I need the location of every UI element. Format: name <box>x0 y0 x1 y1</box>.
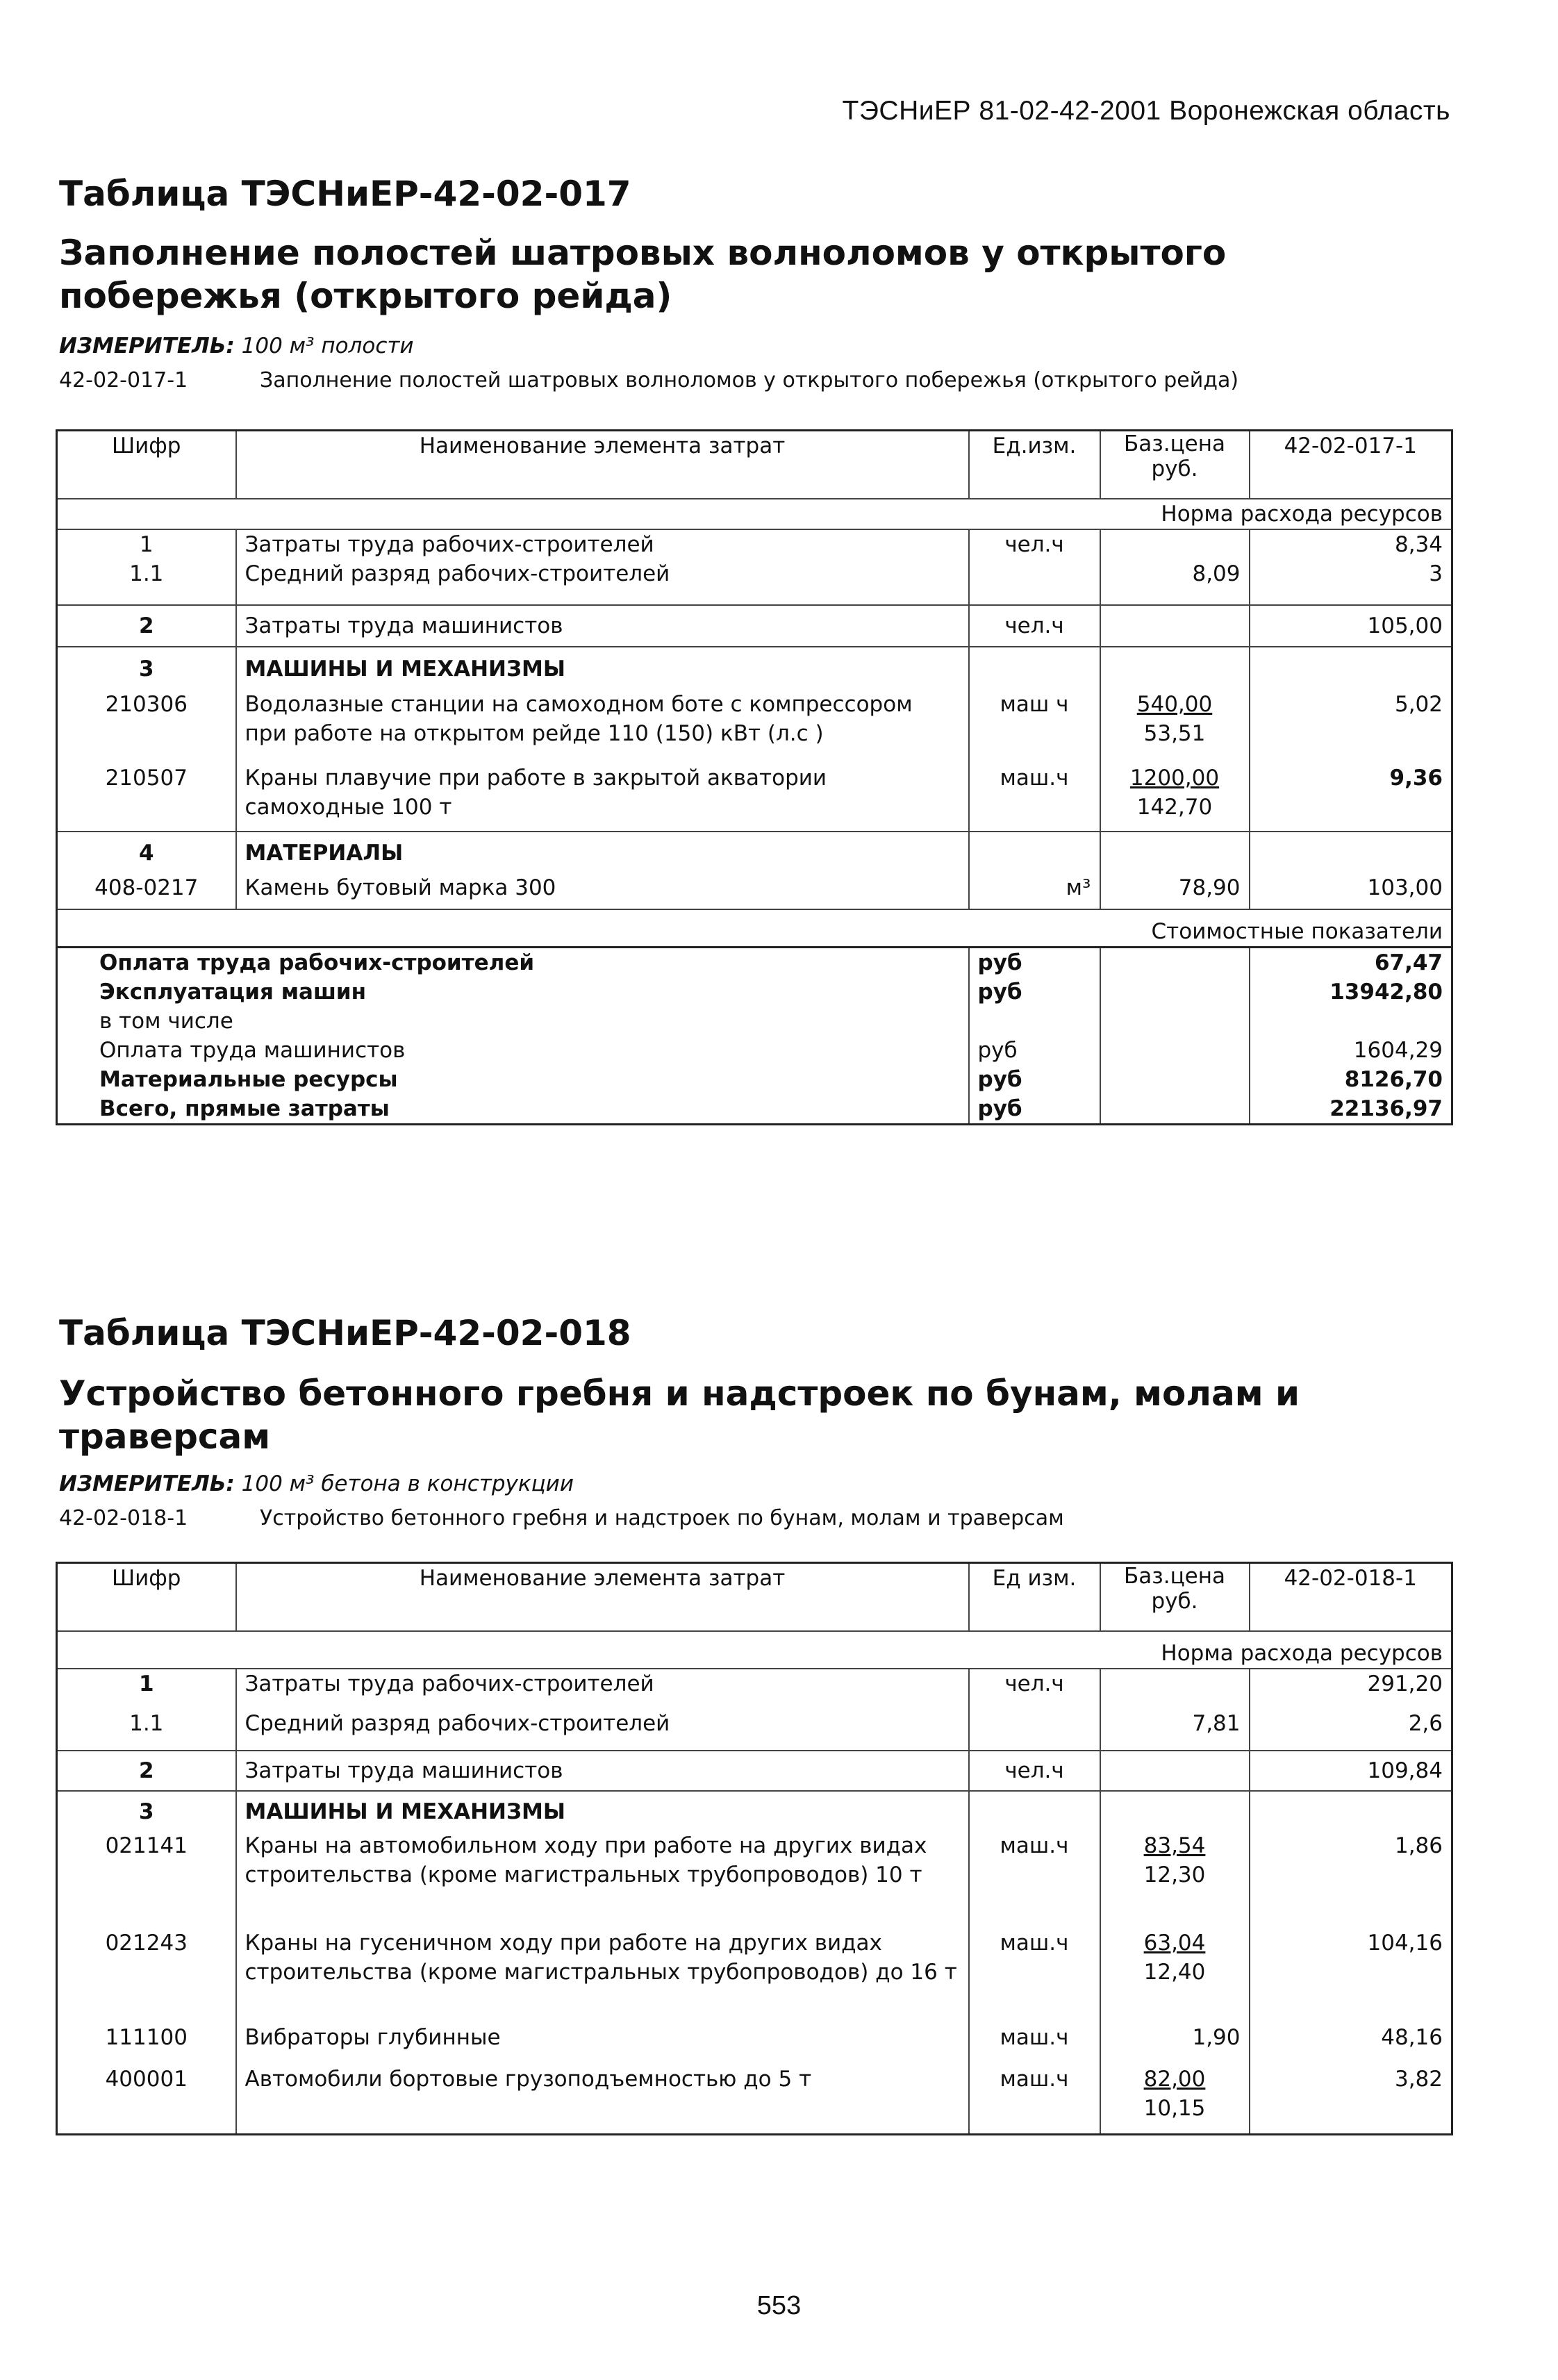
cell-cipher: 1.1 <box>129 1711 164 1736</box>
cell-unit: чел.ч <box>969 605 1100 647</box>
cell-cipher: 2 <box>57 1751 236 1791</box>
table1-subtitle: Заполнение полостей шатровых волноломов у открытого побережья (открытого рейда) <box>59 233 1227 316</box>
cell-value: 109,84 <box>1250 1751 1452 1791</box>
norm-section-label: Норма расхода ресурсов <box>1100 1631 1452 1669</box>
document-header: ТЭСНиЕР 81-02-42-2001 Воронежская область <box>842 96 1450 126</box>
cell-name: МАШИНЫ И МЕХАНИЗМЫ <box>236 1791 969 1831</box>
table-row <box>57 1791 1452 1831</box>
cell-cipher: 3 <box>57 1791 236 1831</box>
table-row <box>57 873 1452 909</box>
cell-value: 105,00 <box>1250 605 1452 647</box>
cell-name: Средний разряд рабочих-строителей <box>236 1709 969 1751</box>
code: 42-02-018-1 <box>59 1506 188 1530</box>
cell-price: 8,09 <box>1100 559 1250 605</box>
cell-cipher: 1 <box>57 1669 236 1709</box>
cell-value: 5,02 <box>1250 690 1452 763</box>
cell-name: Затраты труда машинистов <box>236 605 969 647</box>
cell-name: Затраты труда машинистов <box>236 1751 969 1791</box>
cell-value: 8,34 <box>1250 529 1452 559</box>
cost-value <box>1250 1007 1452 1036</box>
header-unit: Ед изм. <box>969 1563 1100 1632</box>
cell-unit: маш.ч <box>969 1928 1100 2023</box>
cell-price: 83,54 <box>1143 1833 1206 1858</box>
cell-price: 1,90 <box>1100 2023 1250 2065</box>
table-header-row <box>57 431 1452 499</box>
cell-value: 103,00 <box>1250 873 1452 909</box>
cell-price-wage: 12,30 <box>1143 1862 1206 1887</box>
cost-unit: руб <box>969 947 1100 977</box>
table1-code-line <box>59 368 1238 392</box>
table-row <box>57 832 1452 873</box>
table-row <box>57 2023 1452 2065</box>
cell-cipher: 2 <box>57 605 236 647</box>
cell-cipher: 3 <box>57 647 236 690</box>
table2-title: Таблица ТЭСНиЕР-42-02-018 <box>59 1313 631 1353</box>
cell-price <box>1100 1751 1250 1791</box>
cell-price: 540,00 <box>1136 692 1213 717</box>
cell-name: Камень бутовый марка 300 <box>236 873 969 909</box>
norm-section-row <box>57 499 1452 529</box>
cell-price-wage: 142,70 <box>1136 795 1213 820</box>
cost-name: Материальные ресурсы <box>99 1066 398 1092</box>
cell-unit <box>969 1709 1100 1751</box>
table2-subtitle: Устройство бетонного гребня и надстроек по бунам, молам и траверсам <box>59 1373 1300 1457</box>
code-description: Заполнение полостей шатровых волноломов у открытого побережья (открытого рейда) <box>260 368 1239 392</box>
table-row <box>57 1928 1452 2023</box>
cost-row <box>57 947 1452 977</box>
cell-cipher: 4 <box>57 832 236 873</box>
cell-unit: маш.ч <box>969 2065 1100 2134</box>
table-row <box>57 1751 1452 1791</box>
header-price: Баз.цена руб. <box>1100 1563 1250 1632</box>
table1-title: Таблица ТЭСНиЕР-42-02-017 <box>59 174 631 214</box>
cell-price: 63,04 <box>1143 1931 1206 1956</box>
cost-row <box>57 1065 1452 1094</box>
header-cipher: Шифр <box>112 433 181 458</box>
cell-price <box>1100 832 1250 873</box>
cost-value: 8126,70 <box>1250 1065 1452 1094</box>
cost-name: в том числе <box>99 1008 233 1034</box>
cell-cipher: 210507 <box>105 766 188 791</box>
header-norm: 42-02-018-1 <box>1250 1563 1452 1632</box>
cell-cipher: 021141 <box>105 1833 188 1858</box>
table-row <box>57 1709 1452 1751</box>
cell-price: 78,90 <box>1100 873 1250 909</box>
cost-row <box>57 1036 1452 1065</box>
cell-value: 48,16 <box>1250 2023 1452 2065</box>
cost-section-row <box>57 909 1452 947</box>
cell-value <box>1250 832 1452 873</box>
code: 42-02-017-1 <box>59 368 188 392</box>
cost-unit: руб <box>969 977 1100 1007</box>
cell-price <box>1100 647 1250 690</box>
header-name: Наименование элемента затрат <box>236 431 969 499</box>
cell-value <box>1250 1791 1452 1831</box>
measure-label: ИЗМЕРИТЕЛЬ: <box>59 1471 235 1496</box>
table1-measure <box>59 333 414 358</box>
cell-name: Затраты труда рабочих-строителей <box>236 1669 969 1709</box>
table2 <box>56 1562 1453 2135</box>
cost-section-label: Стоимостные показатели <box>1100 909 1452 947</box>
cell-value: 9,36 <box>1250 763 1452 832</box>
cell-price: 82,00 <box>1143 2067 1206 2092</box>
cell-price <box>1100 605 1250 647</box>
cell-value: 1,86 <box>1250 1831 1452 1928</box>
cost-unit <box>969 1007 1100 1036</box>
cost-row <box>57 1007 1452 1036</box>
table-row <box>57 1669 1452 1709</box>
cell-name: Краны на автомобильном ходу при работе на других видах строительства (кроме магистральных трубопроводов) 10 т <box>236 1831 969 1928</box>
header-unit: Ед.изм. <box>969 431 1100 499</box>
cell-value: 3 <box>1250 559 1452 605</box>
table-header-row <box>57 1563 1452 1632</box>
cost-row <box>57 1094 1452 1125</box>
cell-price <box>1100 529 1250 559</box>
cost-unit: руб <box>969 1065 1100 1094</box>
cell-unit <box>969 832 1100 873</box>
cost-name: Всего, прямые затраты <box>99 1096 390 1121</box>
page-number: 553 <box>756 2291 802 2320</box>
header-name: Наименование элемента затрат <box>236 1563 969 1632</box>
header-price: Баз.цена руб. <box>1100 431 1250 499</box>
cell-price-wage: 10,15 <box>1143 2096 1206 2121</box>
cell-unit: маш.ч <box>969 763 1100 832</box>
cell-value: 104,16 <box>1250 1928 1452 2023</box>
cell-cipher: 408-0217 <box>94 875 199 900</box>
cell-name: Автомобили бортовые грузоподъемностью до 5 т <box>236 2065 969 2134</box>
cost-name: Оплата труда машинистов <box>99 1037 406 1063</box>
cell-value: 2,6 <box>1250 1709 1452 1751</box>
table2-code-line <box>59 1506 1064 1530</box>
cell-cipher: 111100 <box>105 2025 188 2050</box>
cell-name: МАТЕРИАЛЫ <box>236 832 969 873</box>
table1 <box>56 429 1453 1125</box>
cell-value: 291,20 <box>1250 1669 1452 1709</box>
header-cipher: Шифр <box>112 1566 181 1591</box>
table2-measure <box>59 1471 574 1496</box>
cell-name: Водолазные станции на самоходном боте с компрессором при работе на открытом рейде 110 (150) кВт (л.с ) <box>236 690 969 763</box>
cost-unit: руб <box>969 1094 1100 1125</box>
table-row <box>57 763 1452 832</box>
cell-price <box>1100 1669 1250 1709</box>
table-row <box>57 647 1452 690</box>
cell-name: Затраты труда рабочих-строителей <box>236 529 969 559</box>
header-norm: 42-02-017-1 <box>1250 431 1452 499</box>
cell-cipher: 021243 <box>105 1931 188 1956</box>
cost-name: Оплата труда рабочих-строителей <box>57 947 969 977</box>
cost-value: 22136,97 <box>1250 1094 1452 1125</box>
norm-section-row <box>57 1631 1452 1669</box>
cell-unit: чел.ч <box>969 1751 1100 1791</box>
cell-cipher: 400001 <box>105 2067 188 2092</box>
cell-price: 1200,00 <box>1129 766 1220 791</box>
cell-name: Краны на гусеничном ходу при работе на других видах строительства (кроме магистральных трубопроводов) до 16 т <box>236 1928 969 2023</box>
norm-section-label: Норма расхода ресурсов <box>1100 499 1452 529</box>
cell-price: 7,81 <box>1100 1709 1250 1751</box>
table-row <box>57 529 1452 559</box>
table-row <box>57 690 1452 763</box>
cell-price-wage: 12,40 <box>1143 1960 1206 1985</box>
table-row <box>57 2065 1452 2134</box>
cell-unit: маш ч <box>969 690 1100 763</box>
table-row <box>57 559 1452 605</box>
cost-value: 13942,80 <box>1250 977 1452 1007</box>
table-row <box>57 605 1452 647</box>
cell-price <box>1100 1791 1250 1831</box>
measure-value: 100 м³ полости <box>241 333 414 358</box>
cell-cipher: 1 <box>57 529 236 559</box>
cost-name: Эксплуатация машин <box>99 979 367 1005</box>
cell-name: Вибраторы глубинные <box>236 2023 969 2065</box>
cell-value <box>1250 647 1452 690</box>
cell-name: МАШИНЫ И МЕХАНИЗМЫ <box>236 647 969 690</box>
cell-cipher: 210306 <box>105 692 188 717</box>
cell-cipher: 1.1 <box>129 561 164 586</box>
measure-value: 100 м³ бетона в конструкции <box>241 1471 574 1496</box>
cell-unit <box>969 559 1100 605</box>
table-row <box>57 1831 1452 1928</box>
cell-unit: м³ <box>969 873 1100 909</box>
cell-unit: чел.ч <box>969 529 1100 559</box>
code-description: Устройство бетонного гребня и надстроек по бунам, молам и траверсам <box>260 1506 1064 1530</box>
cost-row <box>57 977 1452 1007</box>
cell-unit: маш.ч <box>969 2023 1100 2065</box>
cell-unit: маш.ч <box>969 1831 1100 1928</box>
cell-unit <box>969 1791 1100 1831</box>
cell-unit: чел.ч <box>969 1669 1100 1709</box>
measure-label: ИЗМЕРИТЕЛЬ: <box>59 333 235 358</box>
cell-unit <box>969 647 1100 690</box>
cell-name: Краны плавучие при работе в закрытой акватории самоходные 100 т <box>236 763 969 832</box>
cost-unit: руб <box>969 1036 1100 1065</box>
cost-value: 67,47 <box>1250 947 1452 977</box>
cell-value: 3,82 <box>1250 2065 1452 2134</box>
cost-value: 1604,29 <box>1250 1036 1452 1065</box>
cell-price-wage: 53,51 <box>1143 721 1206 746</box>
cell-name: Средний разряд рабочих-строителей <box>236 559 969 605</box>
